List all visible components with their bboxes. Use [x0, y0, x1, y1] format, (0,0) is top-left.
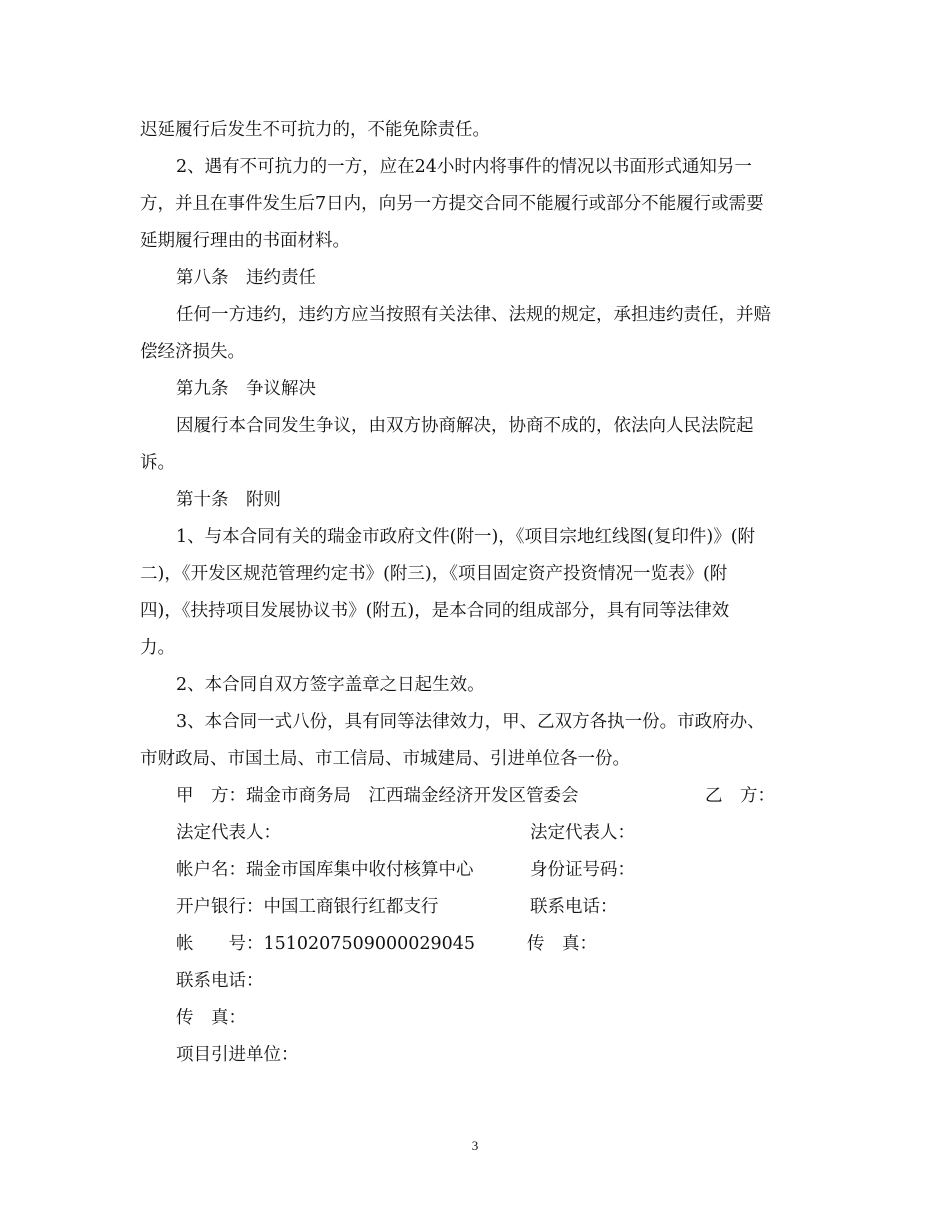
party-b-phone: 联系电话：: [530, 897, 618, 917]
paragraph-line: 1、与本合同有关的瑞金市政府文件(附一)，《项目宗地红线图(复印件)》(附: [176, 527, 756, 547]
paragraph-line: 二)，《开发区规范管理约定书》(附三)，《项目固定资产投资情况一览表》(附: [140, 564, 728, 584]
paragraph-line: 任何一方违约，违约方应当按照有关法律、法规的规定，承担违约责任，并赔: [176, 305, 771, 325]
account-name: 帐户名：瑞金市国库集中收付核算中心: [176, 860, 474, 880]
paragraph-line: 延期履行理由的书面材料。: [140, 231, 350, 251]
paragraph-line: 3、本合同一式八份，具有同等法律效力，甲、乙双方各执一份。市政府办、: [176, 712, 765, 732]
party-b-label: 乙 方：: [705, 786, 775, 806]
party-a-label: 甲 方：瑞金市商务局 江西瑞金经济开发区管委会: [176, 786, 579, 806]
paragraph-line: 方，并且在事件发生后7日内，向另一方提交合同不能履行或部分不能履行或需要: [140, 194, 764, 214]
project-introducing-unit: 项目引进单位：: [176, 1045, 299, 1065]
paragraph-line: 四)，《扶持项目发展协议书》(附五)，是本合同的组成部分，具有同等法律效: [140, 601, 730, 621]
paragraph-line: 力。: [140, 638, 175, 658]
section-heading-article-8: 第八条 违约责任: [176, 268, 316, 288]
id-number: 身份证号码：: [530, 860, 635, 880]
paragraph-line: 偿经济损失。: [140, 342, 245, 362]
paragraph-line: 2、本合同自双方签字盖章之日起生效。: [176, 675, 485, 695]
party-b-fax: 传 真：: [527, 934, 597, 954]
party-a-representative: 法定代表人：: [176, 823, 281, 843]
party-a-phone: 联系电话：: [176, 971, 264, 991]
section-heading-article-10: 第十条 附则: [176, 490, 281, 510]
paragraph-line: 诉。: [140, 453, 175, 473]
paragraph-line: 迟延履行后发生不可抗力的，不能免除责任。: [140, 120, 490, 140]
page-number: 3: [471, 1138, 479, 1153]
party-a-fax: 传 真：: [176, 1008, 246, 1028]
account-number: 帐 号：1510207509000029045: [176, 934, 476, 954]
paragraph-line: 因履行本合同发生争议，由双方协商解决，协商不成的，依法向人民法院起: [176, 416, 754, 436]
paragraph-line: 市财政局、市国土局、市工信局、市城建局、引进单位各一份。: [140, 749, 630, 769]
section-heading-article-9: 第九条 争议解决: [176, 379, 316, 399]
paragraph-line: 2、遇有不可抗力的一方，应在24小时内将事件的情况以书面形式通知另一: [176, 157, 752, 177]
party-b-representative: 法定代表人：: [530, 823, 635, 843]
bank-name: 开户银行：中国工商银行红都支行: [176, 897, 439, 917]
